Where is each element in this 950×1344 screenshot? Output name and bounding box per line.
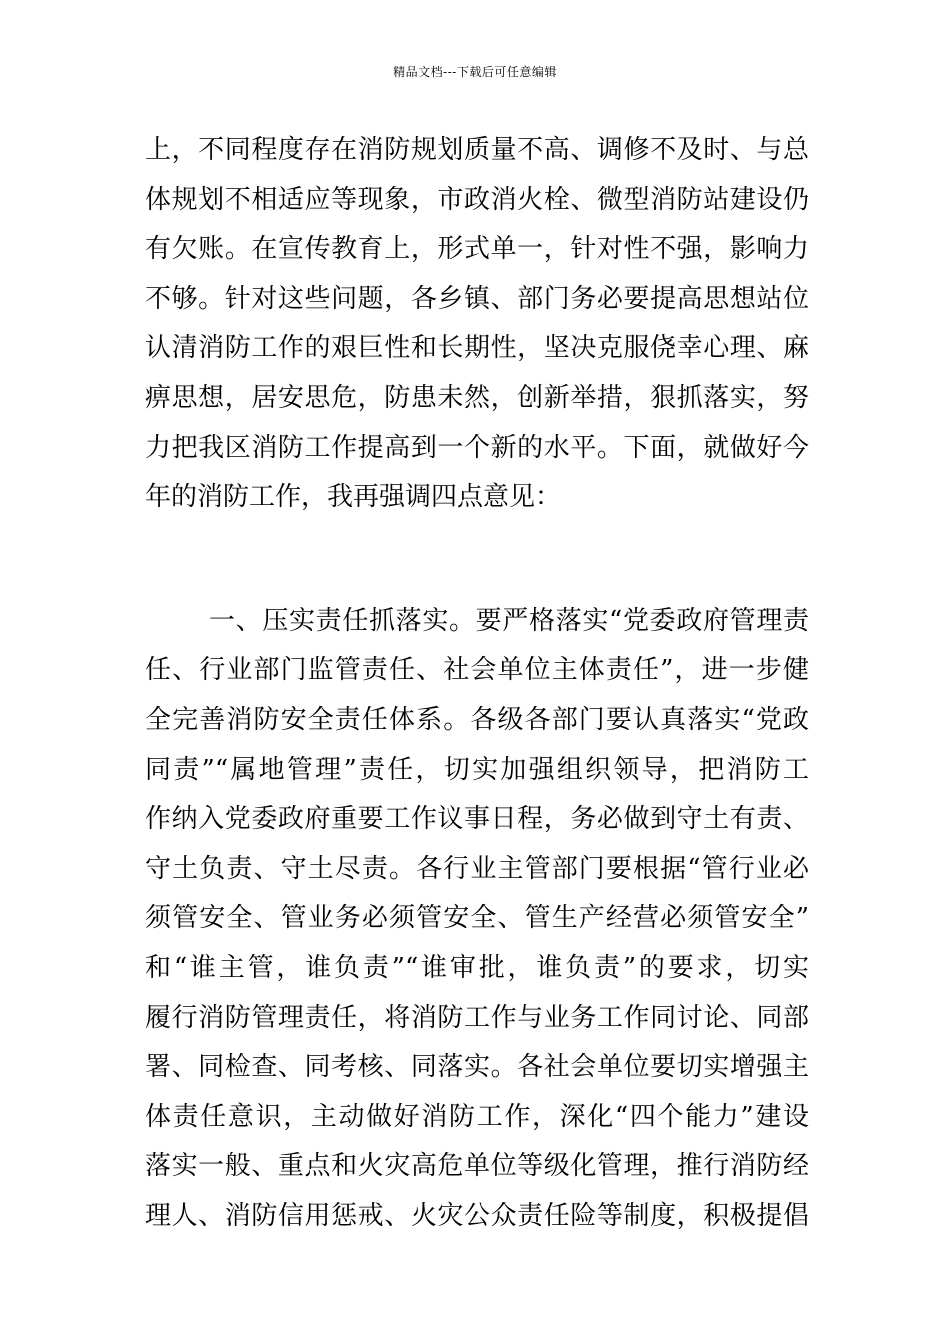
page-header: 精品文档---下载后可任意编辑	[393, 65, 557, 79]
text-line: 体规划不相适应等现象，市政消火栓、微型消防站建设仍	[145, 184, 809, 215]
text-line: 认清消防工作的艰巨性和长期性，坚决克服侥幸心理、麻	[145, 333, 809, 364]
text-line: 年的消防工作，我再强调四点意见：	[145, 482, 562, 513]
text-line: 作纳入党委政府重要工作议事日程，务必做到守土有责、	[145, 804, 809, 835]
text-line: 履行消防管理责任，将消防工作与业务工作同讨论、同部	[145, 1002, 809, 1033]
text-line: 不够。针对这些问题，各乡镇、部门务必要提高思想站位	[145, 283, 809, 314]
text-line: 任、行业部门监管责任、社会单位主体责任”，进一步健	[145, 655, 809, 686]
text-line: 同责”“属地管理”责任，切实加强组织领导，把消防工	[145, 754, 809, 785]
document-body	[145, 126, 809, 1241]
text-line: 体责任意识，主动做好消防工作，深化“四个能力”建设	[145, 1101, 809, 1132]
paragraph-spacer	[145, 523, 809, 597]
text-line: 全完善消防安全责任体系。各级各部门要认真落实“党政	[145, 704, 809, 735]
text-line: 守土负责、守土尽责。各行业主管部门要根据“管行业必	[145, 853, 809, 884]
text-line: 和“谁主管，谁负责”“谁审批，谁负责”的要求，切实	[145, 952, 809, 983]
paragraph-1	[145, 126, 809, 523]
text-line: 一、压实责任抓落实。要严格落实“党委政府管理责	[209, 605, 809, 636]
text-line: 有欠账。在宣传教育上，形式单一，针对性不强，影响力	[145, 234, 809, 265]
text-line: 痹思想，居安思危，防患未然，创新举措，狠抓落实，努	[145, 382, 809, 413]
text-line: 须管安全、管业务必须管安全、管生产经营必须管安全”	[145, 903, 809, 934]
text-line: 理人、消防信用惩戒、火灾公众责任险等制度，积极提倡	[145, 1200, 809, 1231]
text-line: 署、同检查、同考核、同落实。各社会单位要切实增强主	[145, 1052, 809, 1083]
paragraph-2	[145, 597, 809, 1242]
text-line: 落实一般、重点和火灾高危单位等级化管理，推行消防经	[145, 1151, 809, 1182]
text-line: 上，不同程度存在消防规划质量不高、调修不及时、与总	[145, 135, 809, 165]
text-line: 力把我区消防工作提高到一个新的水平。下面，就做好今	[145, 432, 809, 463]
